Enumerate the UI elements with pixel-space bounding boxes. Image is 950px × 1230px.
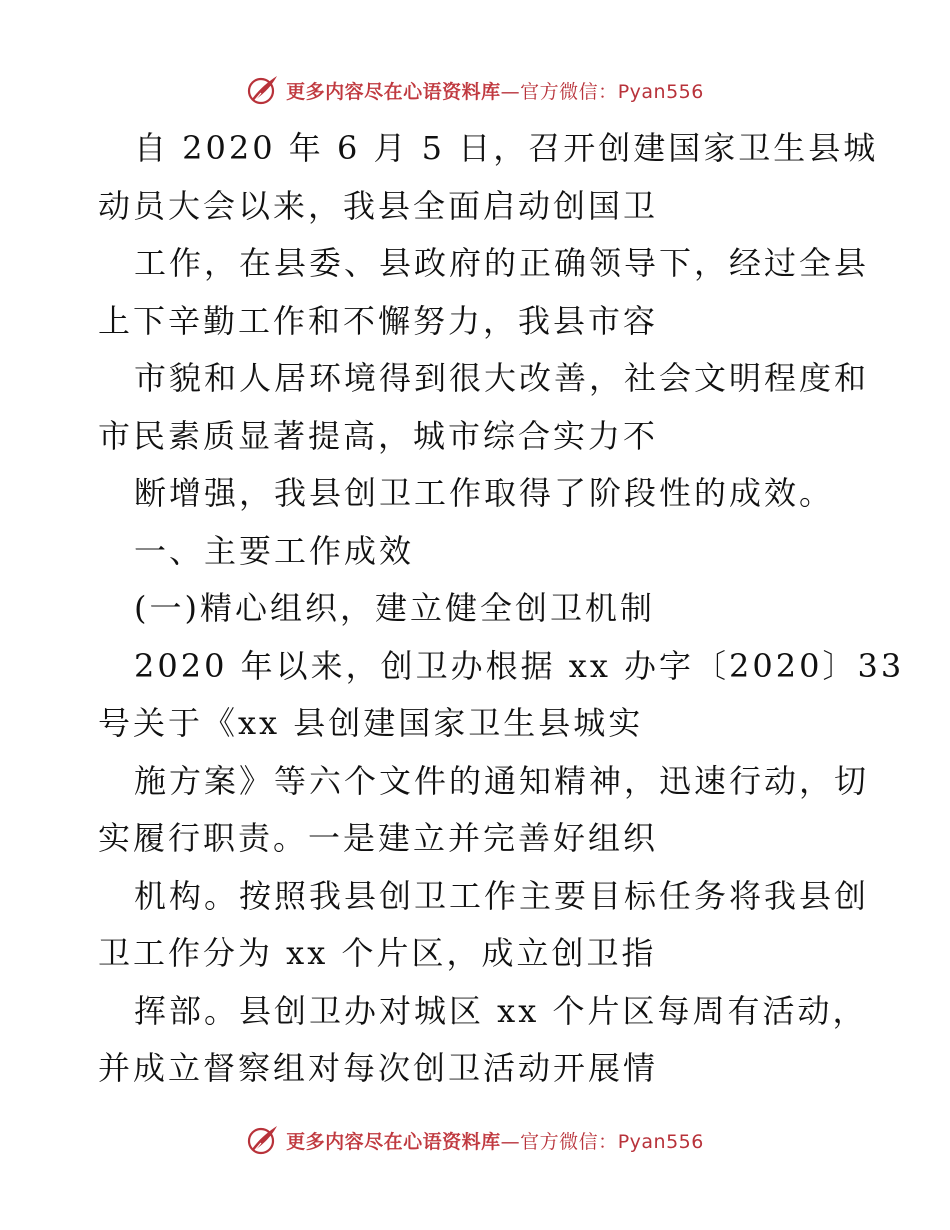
body-line: 市民素质显著提高，城市综合实力不 [98,416,659,455]
body-line: 上下辛勤工作和不懈努力，我县市容 [98,301,659,340]
body-line: 2020 年以来，创卫办根据 xx 办字〔2020〕33 [134,646,905,685]
body-line: 挥部。县创卫办对城区 xx 个片区每周有活动， [134,991,868,1030]
footer-banner [0,1120,950,1160]
banner-wechat-label: 官方微信： [520,80,618,103]
banner-wechat-id: Pyan556 [617,80,704,103]
quill-pen-logo-icon [246,73,280,107]
body-line: 市貌和人居环境得到很大改善，社会文明程度和 [134,359,870,397]
banner-text [286,77,704,104]
body-line: 卫工作分为 xx 个片区，成立创卫指 [98,934,657,972]
body-line: 自 2020 年 6 月 5 日，召开创建国家卫生县城 [134,129,879,167]
header-banner [0,70,950,110]
subsection-heading: (一)精心组织，建立健全创卫机制 [134,589,655,627]
body-line: 号关于《xx 县创建国家卫生县城实 [98,704,644,742]
document-body [98,120,905,1098]
banner-text [286,1127,704,1154]
quill-pen-logo-icon [246,1123,280,1157]
body-line: 施方案》等六个文件的通知精神，迅速行动，切 [134,761,870,800]
body-line: 工作，在县委、县政府的正确领导下，经过全县 [134,244,870,282]
body-line: 实履行职责。一是建立并完善好组织 [98,819,659,857]
body-line: 动员大会以来，我县全面启动创国卫 [98,186,659,225]
banner-wechat-id: Pyan556 [617,1130,704,1153]
section-heading: 一、主要工作成效 [134,531,415,570]
body-line: 并成立督察组对每次创卫活动开展情 [98,1049,659,1087]
body-line: 机构。按照我县创卫工作主要目标任务将我县创 [134,876,870,915]
banner-separator: — [500,1130,521,1153]
banner-brand: 更多内容尽在心语资料库 [286,80,501,103]
banner-wechat-label: 官方微信： [520,1130,618,1153]
banner-separator: — [500,80,521,103]
body-line: 断增强，我县创卫工作取得了阶段性的成效。 [134,474,835,512]
banner-brand: 更多内容尽在心语资料库 [286,1130,501,1153]
